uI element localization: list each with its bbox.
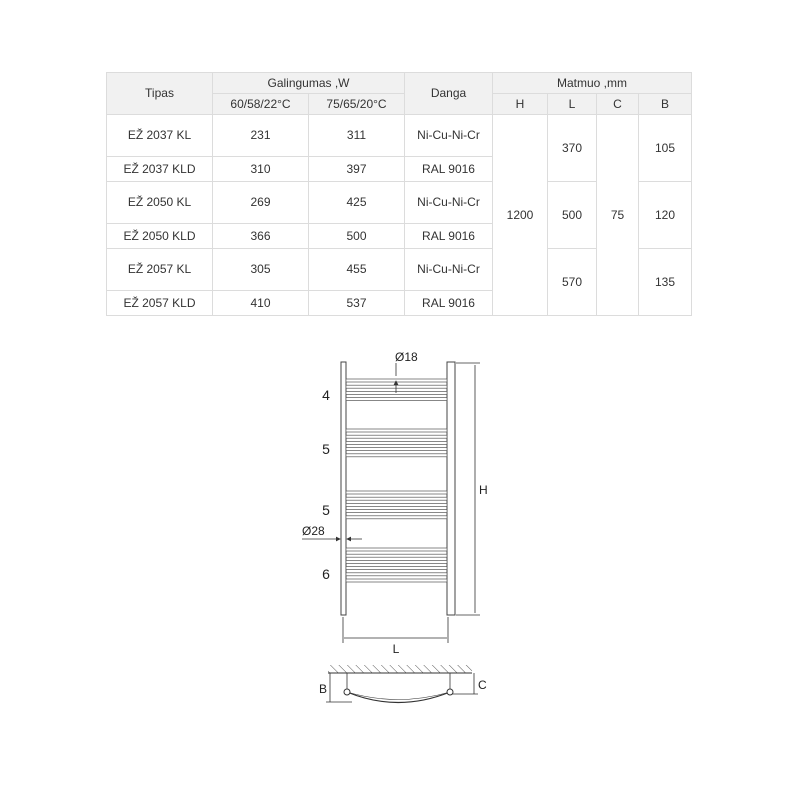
cell-power-1: 310: [213, 157, 309, 182]
cell-l: 500: [548, 182, 597, 249]
rung: [346, 391, 447, 394]
top-view: [319, 665, 487, 703]
cell-power-1: 366: [213, 224, 309, 249]
rung: [346, 441, 447, 444]
cell-coating: Ni-Cu-Ni-Cr: [405, 249, 493, 291]
l-label: L: [392, 642, 400, 656]
rung: [346, 454, 447, 457]
header-l: L: [548, 94, 597, 115]
l-dimension: [343, 617, 448, 656]
cell-power-2: 537: [309, 291, 405, 316]
cell-coating: Ni-Cu-Ni-Cr: [405, 115, 493, 157]
cell-b: 120: [639, 182, 692, 249]
rung: [346, 435, 447, 438]
group-count: 6: [322, 566, 330, 582]
cell-coating: RAL 9016: [405, 157, 493, 182]
spec-table: [106, 72, 692, 316]
rung: [346, 497, 447, 500]
table-row: [107, 115, 692, 157]
h-dimension: [456, 363, 488, 615]
cell-type: EŽ 2037 KLD: [107, 157, 213, 182]
cell-power-2: 397: [309, 157, 405, 182]
cell-power-2: 455: [309, 249, 405, 291]
rung: [346, 491, 447, 494]
rungs: [346, 379, 447, 582]
cell-power-1: 269: [213, 182, 309, 224]
rung: [346, 516, 447, 519]
header-matmuo: Matmuo ,mm: [493, 73, 692, 94]
cell-coating: RAL 9016: [405, 291, 493, 316]
cell-l: 570: [548, 249, 597, 316]
header-b: B: [639, 94, 692, 115]
rung: [346, 503, 447, 506]
rung: [346, 573, 447, 576]
cell-c: 75: [597, 115, 639, 316]
cell-b: 135: [639, 249, 692, 316]
cell-power-2: 311: [309, 115, 405, 157]
h-label: H: [479, 483, 488, 497]
cell-power-2: 500: [309, 224, 405, 249]
cell-coating: RAL 9016: [405, 224, 493, 249]
header-temp-60: 60/58/22°C: [213, 94, 309, 115]
cell-type: EŽ 2050 KLD: [107, 224, 213, 249]
left-post: [341, 362, 346, 615]
cell-type: EŽ 2037 KL: [107, 115, 213, 157]
radiator-drawing: [290, 345, 510, 715]
b-label: B: [319, 682, 328, 696]
rung: [346, 579, 447, 582]
header-galingumas: Galingumas ,W: [213, 73, 405, 94]
cell-power-1: 231: [213, 115, 309, 157]
header-c: C: [597, 94, 639, 115]
cell-l: 370: [548, 115, 597, 182]
rung: [346, 429, 447, 432]
cell-h: 1200: [493, 115, 548, 316]
rung: [346, 567, 447, 570]
group-count: 4: [322, 387, 330, 403]
group-count: 5: [322, 502, 330, 518]
cell-type: EŽ 2050 KL: [107, 182, 213, 224]
header-tipas: Tipas: [107, 73, 213, 115]
group-count: 5: [322, 441, 330, 457]
rung: [346, 548, 447, 551]
cell-power-2: 425: [309, 182, 405, 224]
cell-coating: Ni-Cu-Ni-Cr: [405, 182, 493, 224]
dia-top-label: Ø18: [395, 350, 418, 364]
rung: [346, 379, 447, 382]
cell-power-1: 305: [213, 249, 309, 291]
cell-b: 105: [639, 115, 692, 182]
rung: [346, 398, 447, 401]
rung: [346, 554, 447, 557]
c-label: C: [478, 678, 487, 692]
rung: [346, 560, 447, 563]
rung: [346, 385, 447, 388]
header-temp-75: 75/65/20°C: [309, 94, 405, 115]
header-danga: Danga: [405, 73, 493, 115]
cell-type: EŽ 2057 KLD: [107, 291, 213, 316]
header-h: H: [493, 94, 548, 115]
cell-power-1: 410: [213, 291, 309, 316]
rung: [346, 510, 447, 513]
right-post: [447, 362, 455, 615]
dia-side-annotation: [302, 524, 362, 539]
cell-type: EŽ 2057 KL: [107, 249, 213, 291]
dia-side-label: Ø28: [302, 524, 325, 538]
rung: [346, 448, 447, 451]
